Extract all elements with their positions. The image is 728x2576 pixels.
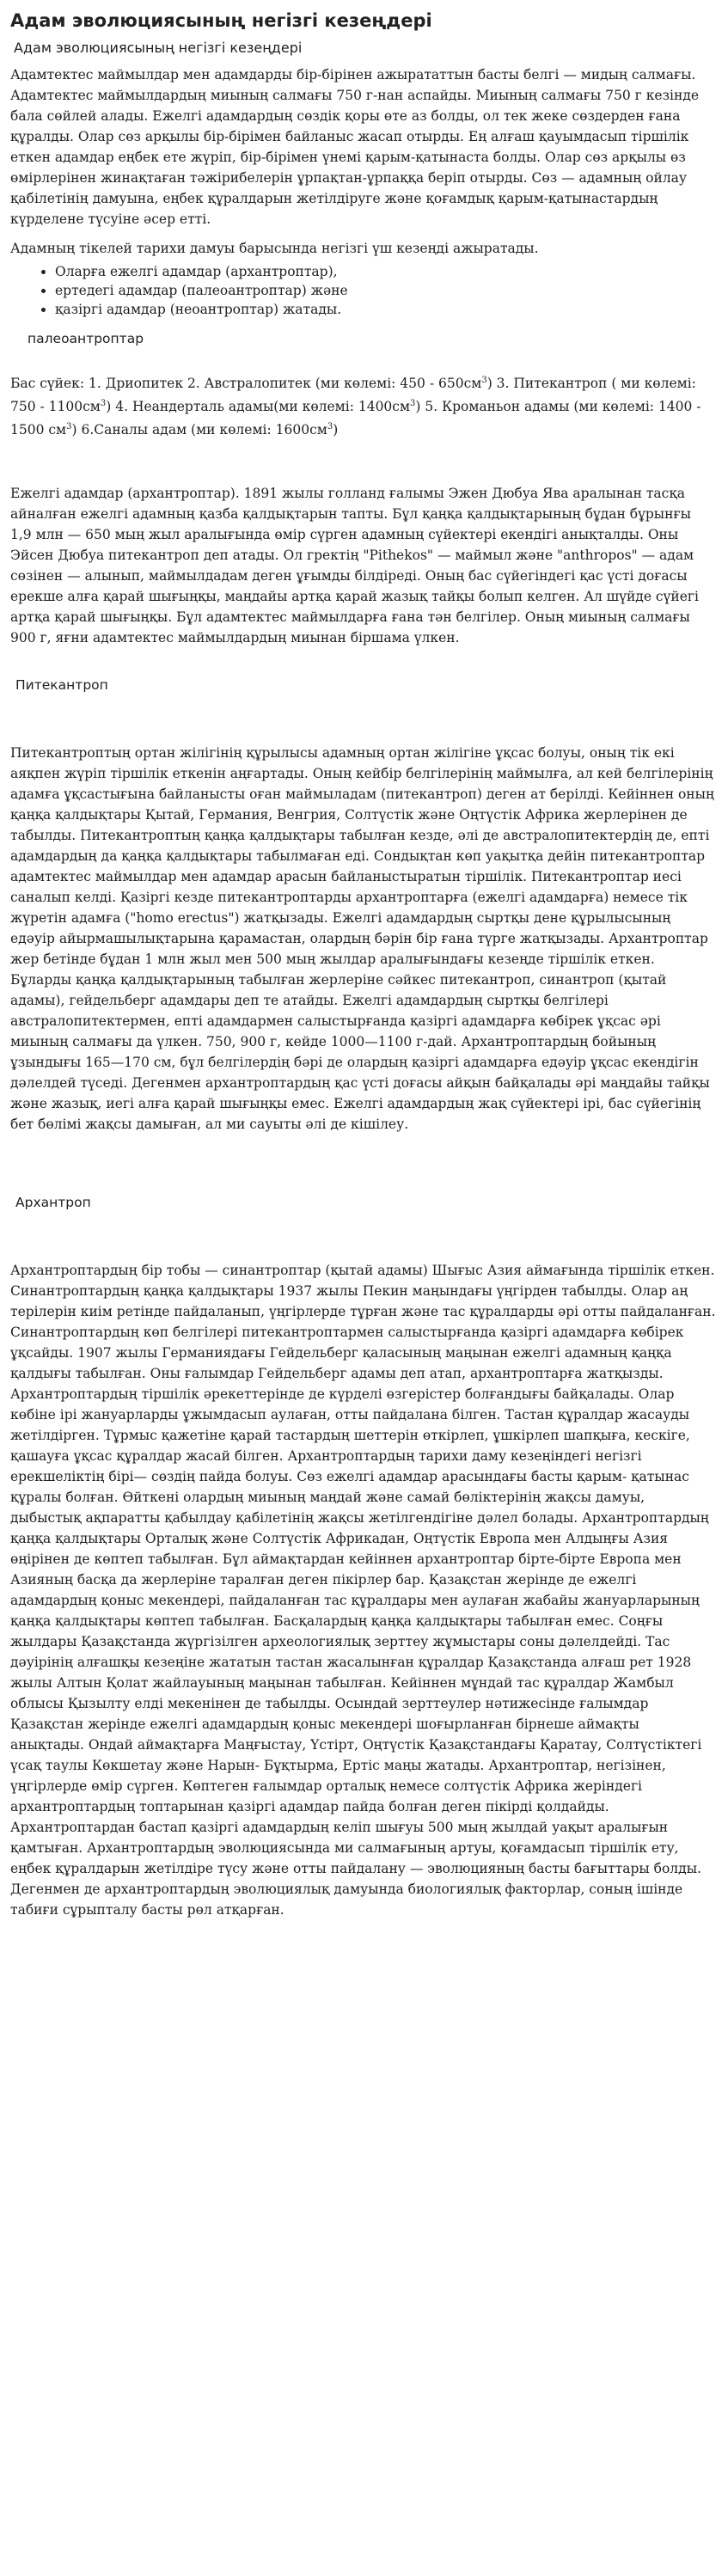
skull-caption <box>10 370 716 440</box>
list-item: • қазіргі адамдар (неоантроптар) жатады. <box>55 300 716 319</box>
spacer <box>10 449 716 483</box>
archanthrop-heading: Архантроп <box>15 1195 91 1211</box>
paleo-label: палеоантроптар <box>28 331 144 346</box>
superscript: 3 <box>100 399 107 409</box>
caption-text: ) 4. Неандерталь адамы(ми көлемі: 1400см <box>106 399 411 415</box>
caption-text: ) <box>333 422 339 438</box>
pithecanthrop-heading: Питекантроп <box>15 677 108 694</box>
pithecanthrop-paragraph: Питекантроптың ортан жілігінің құрылысы адамның ортан жілігіне ұқсас болуы, оның тік екі аяқпен жүріп тіршілік еткенін аңғартады. Оның кейбір белгілерінің маймылға, ал кей белгілерінің адамға ұқсастығына байланысты оған маймыладам (питекантроп) деген ат берілді. Кейіннен оның қаңқа қалдықтары Қытай, Германия, Венгрия, Солтүстік және Оңтүстік Африка жерлерінен де табылды. Питекантроптың қаңқа қалдықтары табылған кезде, әлі де австралопитектердің де, епті адамдардың да қаңқа қалдықтары табылмаған еді. Сондықтан көп уақытқа дейін питекантроптар адамтектес маймылдар мен адамдар арасын байланыстыратын тіршілік. Питекантроптар иесі саналып келді. Қазіргі кезде питекантроптарды архантроптарға (ежелгі адамдарға) немесе тік жүретін адамға ("homo erectus") жатқызады. Ежелгі адамдардың сыртқы дене құрылысының едәуір айырмашылықтарына қарамастан, олардың бәрін бір ғана түрге жатқызады. Архантроптар жер бетінде бұдан 1 млн жыл мен 500 мың жылдар аралығындағы кезеңде тіршілік еткен. Бұларды қаңқа қалдықтарының табылған жерлеріне сәйкес питекантроп, синантроп (қытай адамы), гейдельберг адамдары деп те атайды. Ежелгі адамдардың сыртқы белгілері австралопитектермен, епті адамдармен салыстырғанда қазіргі адамдарға көбірек ұқсас әрі миының салмағы да үлкен. 750, 900 г, кейде 1000—1100 г-дай. Архантроптардың бойының ұзындығы 165—170 см, бұл белгілердің бәрі де олардың қазіргі адамдарға едәуір ұқсас екендігін дәлелдей түседі. Дегенмен архантроптардың қас үсті доғасы айқын байқалады әрі маңдайы тайқы және жазық, иегі алға қарай шығыңқы емес. Ежелгі адамдардың жақ сүйектері ірі, бас сүйегінің бет бөлімі жақсы дамыған, ал ми сауыты әлі де кішілеу. <box>10 745 714 1133</box>
caption-text: ) 5. Кроманьон адамы (ми көлемі: 1400 - 1500 см <box>10 399 701 438</box>
archanthrop-long-paragraph: Архантроптардың бір тобы — синантроптар (қытай адамы) Шығыс Азия аймағында тіршілік еткен. Синантроптардың қаңқа қалдықтары 1937 жылы Пекин маңындағы үңгірден табылды. Олар аң терілерін киім ретінде пайдаланып, үңгірлерде тұрған және тас құралдарды әрі отты пайдаланған. Синантроптардың көп белгілері питекантроптармен салыстырғанда қазіргі адамдарға көбірек ұқсайды. 1907 жылы Германиядағы Гейдельберг қаласының маңынан ежелгі адамның қаңқа қалдығы табылған. Оны ғалымдар Гейдельберг адамы деп атап, архантроптарға жатқызды. Архантроптардың тіршілік әрекеттерінде де күрделі өзгерістер болғандығы байқалады. Олар көбіне ірі жануарларды ұжымдасып аулаған, отты пайдалана білген. Тастан құралдар жасауды жетілдірген. Тұрмыс қажетіне қарай тастардың шеттерін өткірлеп, ұшкірлеп шапқыға, кескіге, қашауға ұқсас құралдар жасай білген. Архантроптардың тарихи даму кезеңіндегі негізгі ерекшеліктің бірі— сөздің пайда болуы. Сөз ежелгі адамдар арасындағы басты қарым- қатынас құралы болған. Өйткені олардың миының маңдай және самай бөліктерінің жақсы дамуы, дыбыстық ақпаратты қабылдау қабілетінің жақсы жетілгендігіне дәлел болады. Архантроптардың қаңқа қалдықтары Орталық және Солтүстік Африкадан, Оңтүстік Европа мен Алдыңғы Азия өңірінен де көптеп табылған. Бұл аймақтардан кейіннен архантроптар бірте-бірте Европа мен Азияның басқа да жерлеріне таралған деген пікірлер бар. Қазақстан жерінде де ежелгі адамдардың қоныс мекендері, пайдаланған тас құралдары мен аулаған жабайы жануарларының қаңқа қалдықтары көптеп табылған. Басқалардың қаңқа қалдықтары табылған емес. Соңғы жылдары Қазақстанда жүргізілген археологиялық зерттеу жұмыстары соны дәлелдейді. Тас дәуірінің алғашқы кезеңіне жататын тастан жасалынған құралдар Қазақстанда алғаш рет 1928 жылы Алтын Қолат жайлауының маңынан табылған. Кейіннен мұндай тас құралдар Жамбыл облысы Қызылту елді мекенінен де табылды. Осындай зерттеулер нәтижесінде ғалымдар Қазақстан жерінде ежелгі адамдардың қоныс мекендері шоғырланған бірнеше аймақты анықтады. Ондай аймақтарға Маңғыстау, Үстірт, Оңтүстік Қазақстандағы Қаратау, Солтүстіктегі үсақ таулы Көкшетау және Нарын- Бұқтырма, Ертіс маңы жатады. Архантроптар, негізінен, үңгірлерде өмір сүрген. Көптеген ғалымдар орталық немесе солтүстік Африка жеріндегі архантроптардың топтарынан қазіргі адамдар пайда болған деген пікірді қолдайды. Архантроптардан бастап қазіргі адамдардың келіп шығуы 500 мың жылдай уақыт аралығын қамтыған. Архантроптардың эволюциясында ми салмағының артуы, қоғамдасып тіршілік ету, еңбек құралдарын жетілдіре түсу және отты пайдалану — эволюцияның басты бағыттары болды. Дегенмен де архантроптардың эволюциялық дамуында биологиялық факторлар, соның ішінде табиғи сұрыпталу басты рөл атқарған. <box>10 1263 716 1918</box>
caption-text: ) 6.Саналы адам (ми көлемі: 1600см <box>71 422 327 438</box>
superscript: 3 <box>410 399 416 409</box>
superscript: 3 <box>327 422 333 432</box>
superscript: 3 <box>481 376 487 385</box>
stages-list <box>10 262 716 319</box>
page-title: Адам эволюциясының негізгі кезеңдері <box>10 10 432 31</box>
superscript: 3 <box>66 422 72 432</box>
stages-intro: Адамның тікелей тарихи дамуы барысында негізгі үш кезеңді ажыратады. <box>10 241 539 256</box>
archanthrop-paragraph: Ежелгі адамдар (архантроптар). 1891 жылы голланд ғалымы Эжен Дюбуа Ява аралынан тасқа айналған ежелгі адамның қазба қалдықтарын тапты. Бұл қаңқа қалдықтарының бұдан бұрынғы 1,9 млн — 650 мың жыл аралығында өмір сүрген адамның сүйектері екендігі анықталды. Оны Эйсен Дюбуа питекантроп деп атады. Ол гректің "Pithekos" — маймыл және "anthropos" — адам сөзінен — алынып, маймылдадам деген ұғымды білдіреді. Оның бас сүйегіндегі қас үсті доғасы ерекше алға қарай шығыңқы, маңдайы артқа қарай жазық тайқы болып келген. Ал шүйде сүйегі артқа қарай шығыңқы. Бұл адамтектес маймылдарға ғана тән белгілер. Оның миының салмағы 900 г, яғни адамтектес маймылдардың миынан біршама үлкен. <box>10 486 699 646</box>
list-item: • Оларға ежелгі адамдар (архантроптар), <box>55 262 716 281</box>
caption-text: Бас сүйек: 1. Дриопитек 2. Австралопитек (ми көлемі: 450 - 650см <box>10 376 482 392</box>
list-item: • ертедегі адамдар (палеоантроптар) және <box>55 281 716 300</box>
page-subtitle: Адам эволюциясының негізгі кезеңдері <box>14 40 303 56</box>
caption-text: ) 3. Питекантроп ( ми көлемі: 750 - 1100см <box>10 376 696 415</box>
intro-paragraph: Адамтектес маймылдар мен адамдарды бір-бірінен ажырататтын басты белгі — мидың салмағы. Адамтектес маймылдардың миының салмағы 750 г-нан аспайды. Миының салмағы 750 г кезінде бала сөйлей алады. Ежелгі адамдардың сөздік қоры өте аз болды, ол тек жеке сөздерден ғана құралды. Олар сөз арқылы бір-бірімен байланыс жасап отырды. Ең алғаш қауымдасып тіршілік еткен адамдар еңбек ете жүріп, бір-бірімен үнемі қарым-қатынаста болды. Олар сөз арқылы өз өмірлерінен жинақтаған тәжірибелерін ұрпақтан-ұрпаққа беріп отырды. Сөз — адамның ойлау қабілетінің дамуына, еңбек құралдарын жетілдіруге және қоғамдық қарым-қатынастардың күрделене түсуіне әсер етті. <box>10 67 700 227</box>
